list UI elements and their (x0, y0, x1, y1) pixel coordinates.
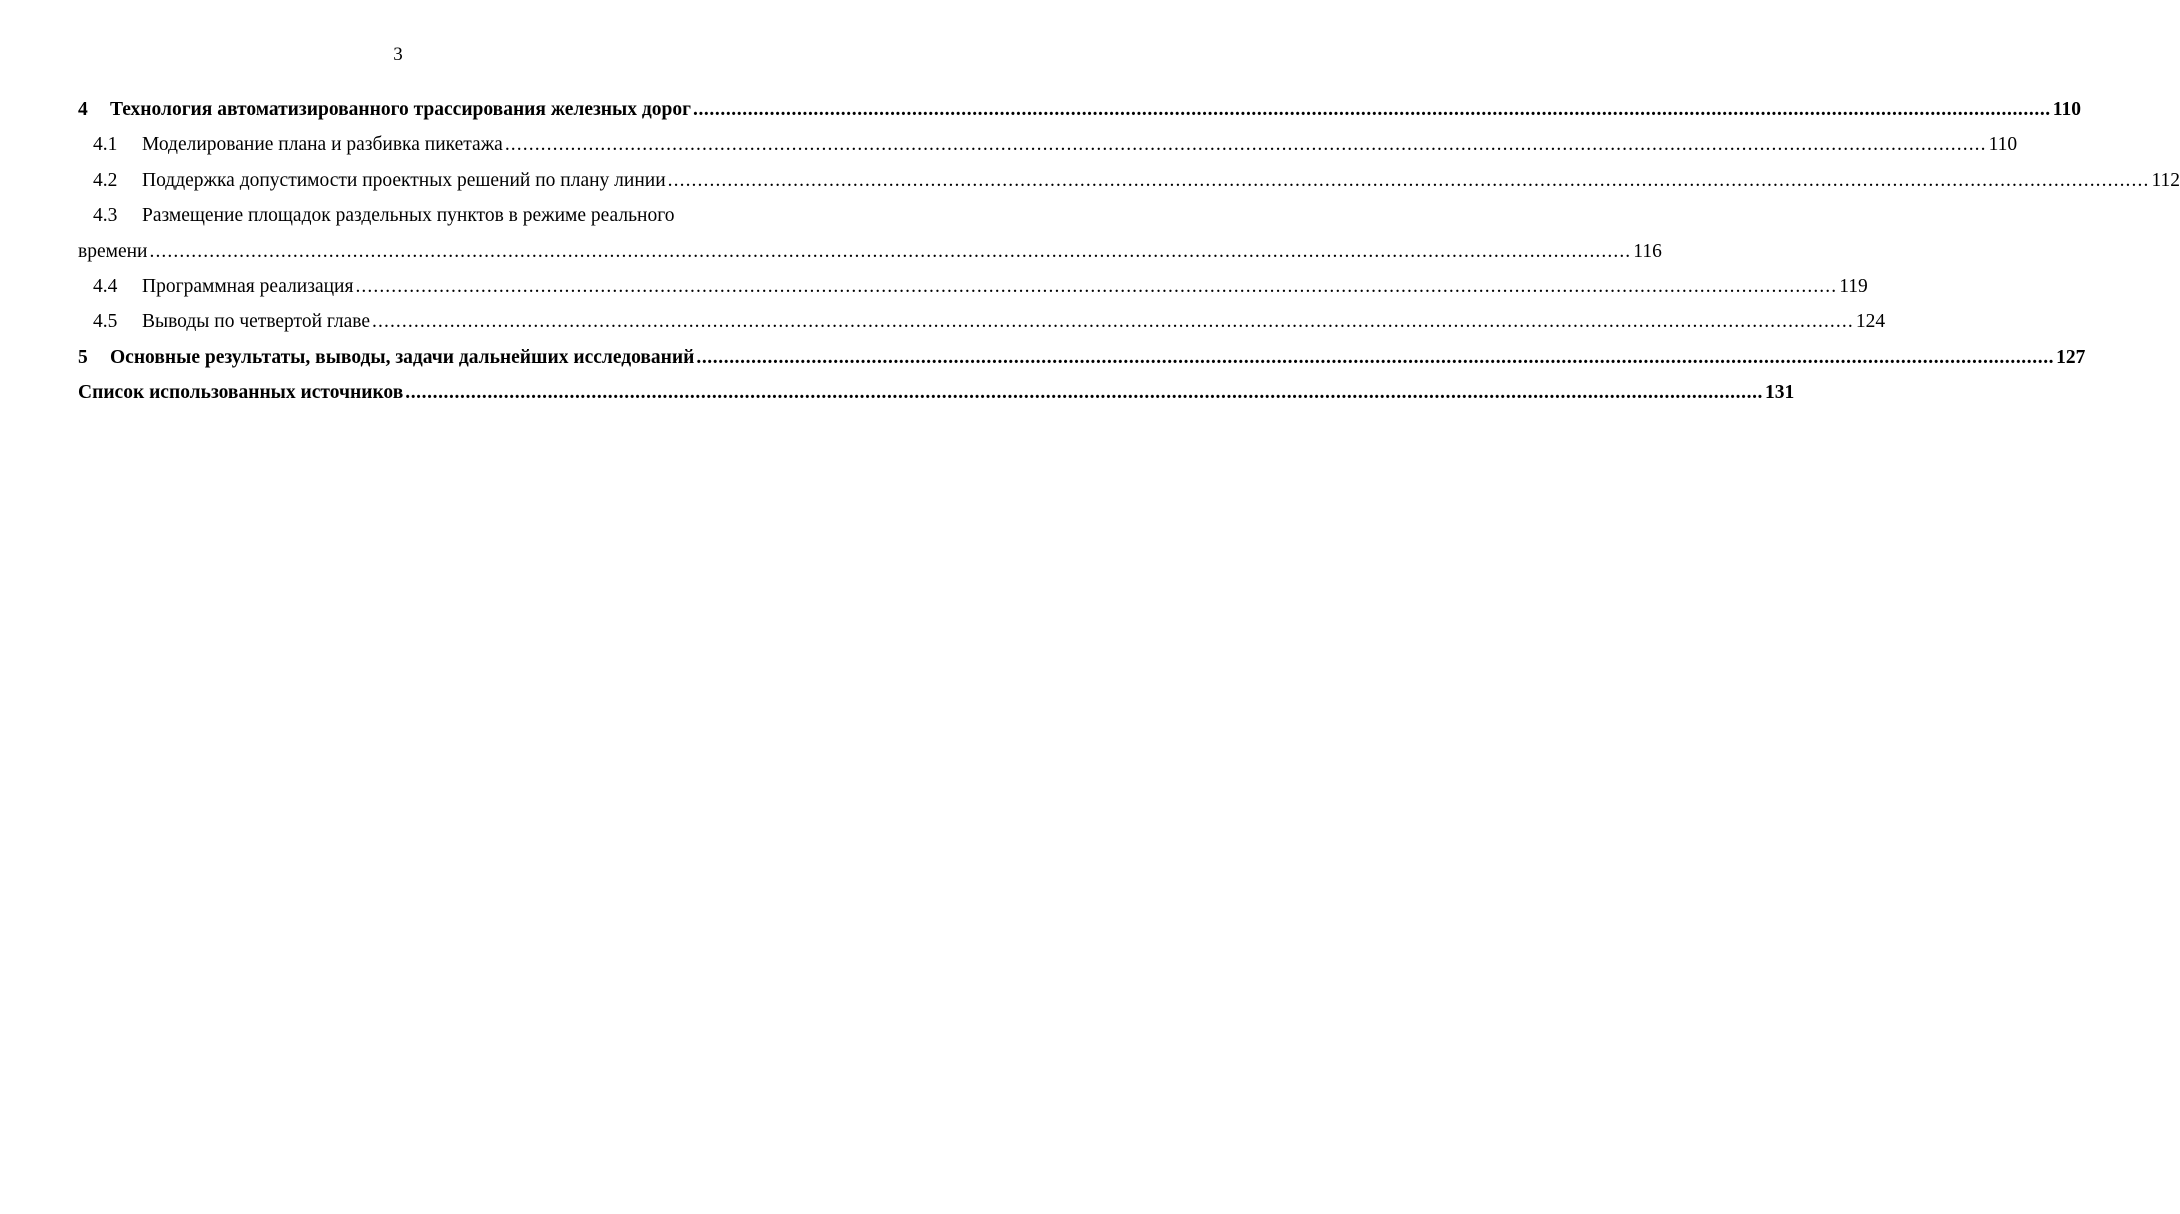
toc-entry-page: 110 (2052, 98, 2081, 120)
toc-entry-page: 112 (2151, 169, 2180, 191)
toc-entry-title: Моделирование плана и разбивка пикетажа (142, 134, 503, 156)
page-number: 3 (393, 44, 403, 65)
toc-entry-number: 4.3 (93, 205, 118, 227)
dot-leader (693, 100, 2051, 120)
toc-entry-title: Размещение площадок раздельных пунктов в режиме реального (142, 205, 675, 227)
toc-entry-page: 110 (1988, 134, 2018, 156)
toc-entry-chapter-4[interactable] (78, 92, 2081, 127)
toc-entry-number: 4.4 (93, 275, 118, 297)
dot-leader (149, 242, 1631, 262)
toc-entry-title: Программная реализация (142, 275, 354, 297)
toc-entry-title-continuation: времени (78, 240, 148, 262)
toc-entry-title: Основные результаты, выводы, задачи дальнейших исследований (110, 346, 695, 368)
toc-entry-section-4-1[interactable] (78, 127, 2018, 162)
toc-entry-number: 4.2 (93, 169, 118, 191)
toc-entry-page: 131 (1765, 382, 1795, 404)
toc-entry-title: Технология автоматизированного трассирования железных дорог (110, 98, 691, 120)
toc-entry-page: 119 (1839, 275, 1868, 297)
dot-leader (668, 171, 2150, 191)
toc-entry-title: Поддержка допустимости проектных решений по плану линии (142, 169, 666, 191)
toc-entry-section-4-2[interactable] (78, 163, 2180, 198)
toc-entry-page: 116 (1633, 240, 1662, 262)
toc-entry-number: 5 (78, 346, 88, 368)
dot-leader (355, 277, 1837, 297)
toc-entry-number: 4.5 (93, 311, 118, 333)
dot-leader (405, 383, 1763, 403)
toc-entry-section-4-5[interactable] (78, 304, 1886, 339)
toc-entry-section-4-3-continued[interactable] (78, 234, 1662, 269)
toc-entry-title: Список использованных источников (78, 382, 404, 404)
dot-leader (696, 348, 2054, 368)
table-of-contents (78, 92, 2180, 411)
toc-entry-section-4-3[interactable] (78, 198, 738, 233)
toc-entry-references[interactable] (78, 375, 1795, 410)
toc-entry-page: 124 (1855, 311, 1886, 333)
dot-leader (505, 135, 1987, 155)
toc-entry-chapter-5[interactable] (78, 340, 2086, 375)
toc-entry-page: 127 (2056, 346, 2086, 368)
toc-entry-title: Выводы по четвертой главе (142, 311, 371, 333)
toc-entry-number: 4.1 (93, 134, 118, 156)
dot-leader (372, 312, 1854, 332)
toc-entry-number: 4 (78, 98, 88, 120)
toc-entry-section-4-4[interactable] (78, 269, 1868, 304)
